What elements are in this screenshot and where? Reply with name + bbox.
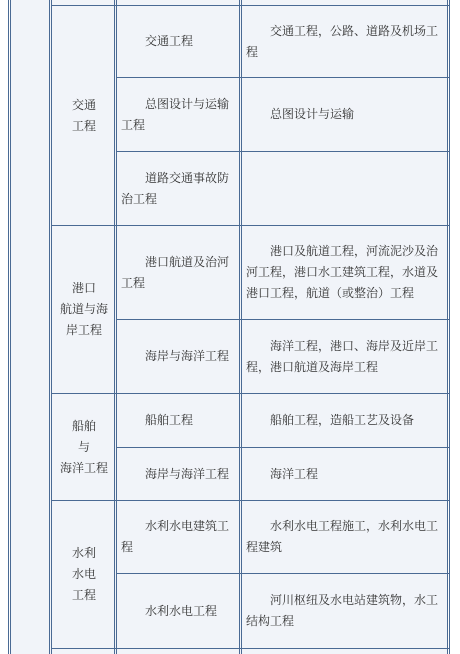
description-text: 海洋工程	[270, 466, 319, 481]
table-border	[449, 0, 450, 654]
description-cell	[242, 152, 447, 225]
description-text: 船舶工程，造船工艺及设备	[270, 413, 415, 427]
major-cell	[52, 226, 114, 393]
description-text: 总图设计与运输	[270, 107, 355, 121]
table-border	[8, 0, 9, 654]
description-cell	[242, 78, 447, 151]
major-cell	[52, 394, 114, 500]
description-text: 交通工程，公路、道路及机场工程	[246, 23, 439, 59]
description-cell	[242, 501, 447, 573]
description-cell	[242, 320, 447, 393]
table-border	[49, 0, 50, 654]
major-label: 港口 航道与海 岸工程	[59, 281, 108, 337]
table-border	[10, 0, 11, 654]
subject-cell	[117, 574, 239, 648]
subject-cell	[117, 78, 239, 151]
subject-label: 水利水电建筑工程	[121, 519, 230, 554]
subject-cell	[117, 152, 239, 225]
major-label: 交通 工程	[71, 97, 96, 133]
major-cell	[52, 501, 114, 648]
table-border	[114, 0, 115, 654]
subject-label: 海岸与海洋工程	[145, 466, 230, 481]
description-text: 港口及航道工程，河流泥沙及治河工程，港口水工建筑工程，水道及港口工程，航道（或整治）工程	[246, 244, 439, 300]
table-border	[239, 0, 240, 654]
subject-label: 交通工程	[145, 34, 194, 48]
subject-cell	[117, 6, 239, 77]
subject-cell	[117, 448, 239, 500]
subject-label: 道路交通事故防治工程	[121, 170, 230, 206]
subject-label: 海岸与海洋工程	[145, 349, 230, 363]
description-text: 海洋工程，港口、海岸及近岸工程，港口航道及海岸工程	[246, 338, 439, 374]
subject-cell	[117, 320, 239, 393]
subject-label: 总图设计与运输工程	[121, 96, 230, 132]
description-text: 水利水电工程施工，水利水电工程建筑	[246, 519, 439, 554]
description-cell	[242, 6, 447, 77]
subject-cell	[117, 394, 239, 447]
subject-label: 船舶工程	[145, 413, 194, 427]
subject-cell	[117, 226, 239, 319]
major-cell	[52, 6, 114, 225]
description-text: 河川枢纽及水电站建筑物，水工结构工程	[246, 593, 439, 628]
subject-label: 水利水电工程	[145, 603, 218, 618]
major-label: 船舶 与 海洋工程	[59, 418, 108, 475]
subject-cell	[117, 501, 239, 573]
description-cell	[242, 448, 447, 500]
description-cell	[242, 394, 447, 447]
description-cell	[242, 574, 447, 648]
table-border	[51, 648, 450, 649]
subject-label: 港口航道及治河工程	[121, 254, 230, 290]
major-label: 水利 水电 工程	[71, 546, 96, 602]
table-border	[447, 0, 448, 654]
description-cell	[242, 226, 447, 319]
